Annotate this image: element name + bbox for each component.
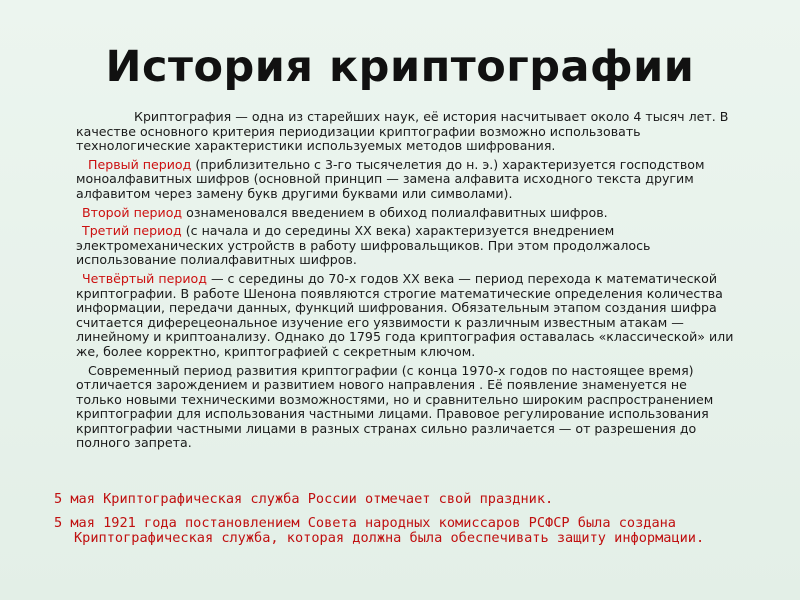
- facts-list: [54, 492, 754, 555]
- first-period-label: Первый период: [88, 156, 192, 172]
- fourth-period-text: — с середины до 70-х годов XX века — период перехода к математической криптографии. В работе Шенона появляются строгие математические определения количества информации, передачи данных, функций шифрования. Обязательным этапом создания шифра считается диферецеональное изучение его уязвимости к различным известным атакам —линейному и криптоанализу. Однако до 1795 года криптография оставалась «классической» или же, более корректно, криптографией с секретным ключом.: [76, 270, 734, 359]
- second-period-paragraph: [76, 206, 736, 221]
- modern-period-paragraph: Современный период развития криптографии (с конца 1970-х годов по настоящее время) отличается зарождением и развитием нового направления . Её появление знаменуется не только новыми техническими возможностями, но и сравнительно широким распространением криптографии для использования частными лицами. Правовое регулирование использования криптографии частными лицами в разных странах сильно различается — от разрешения до полного запрета.: [76, 362, 714, 451]
- third-period-paragraph: [76, 224, 736, 268]
- slide-title: История криптографии: [105, 42, 695, 92]
- third-period-label: Третий период: [82, 223, 182, 239]
- fourth-period-label: Четвёртый период: [82, 270, 207, 286]
- first-period-paragraph: [76, 158, 736, 202]
- second-period-text: ознаменовался введением в обиход полиалфавитных шифров.: [182, 204, 608, 220]
- fourth-period-paragraph: [76, 272, 736, 360]
- third-period-text: (с начала и до середины XX века) характеризуется внедрением электромеханических устройств в работу шифровальщиков. При этом продолжалось использование полиалфавитных шифров.: [76, 223, 651, 268]
- fact-item: 5 мая 1921 года постановлением Совета народных комиссаров РСФСР была создана Криптографическая служба, которая должна была обеспечивать защиту информации.: [54, 514, 705, 546]
- slide-body: [76, 110, 736, 455]
- second-period-label: Второй период: [82, 204, 183, 220]
- first-period-text: (приблизительно с 3-го тысячелетия до н. э.) характеризуется господством моноалфавитных шифров (основной принцип — замена алфавита исходного текста другим алфавитом через замену букв другими буквами или символами).: [76, 156, 705, 201]
- intro-paragraph: Криптография — одна из старейших наук, её история насчитывает около 4 тысяч лет. В качестве основного критерия периодизации криптографии возможно использовать технологические характеристики используемых методов шифрования.: [76, 109, 729, 154]
- fact-item: 5 мая Криптографическая служба России отмечает свой праздник.: [54, 491, 554, 507]
